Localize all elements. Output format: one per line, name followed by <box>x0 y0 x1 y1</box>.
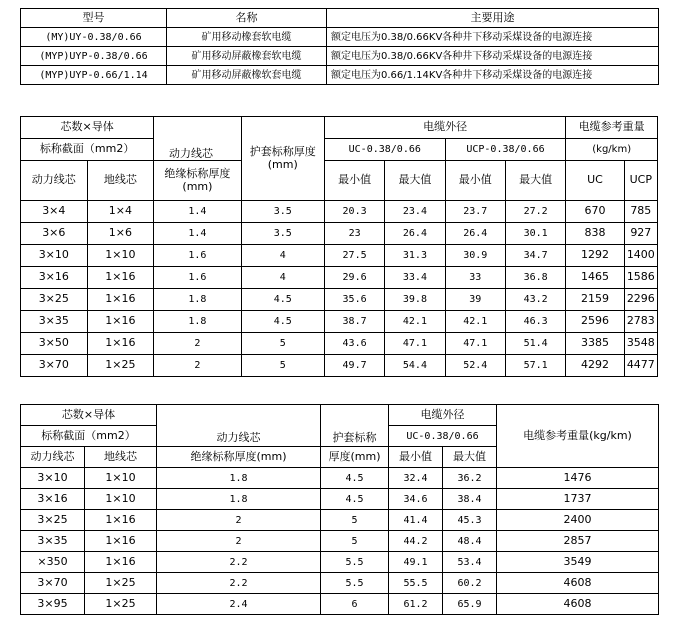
table-cell: 26.4 <box>385 223 445 245</box>
header-usage: 主要用途 <box>327 9 659 28</box>
table-cell: 3.5 <box>241 223 324 245</box>
table-row <box>21 201 658 223</box>
table-cell: 34.6 <box>389 489 443 510</box>
table-cell: 4 <box>241 267 324 289</box>
product-model-table <box>20 8 659 85</box>
model-cell: (MYP)UYP-0.66/1.14 <box>21 66 167 85</box>
table-cell: 3×10 <box>21 468 85 489</box>
header-ucp: UCP-0.38/0.66 <box>445 139 566 161</box>
model-cell: (MYP)UYP-0.38/0.66 <box>21 47 167 66</box>
table-cell: 30.1 <box>505 223 565 245</box>
header-max: 最大值 <box>443 447 497 468</box>
table-row <box>21 468 659 489</box>
table-cell: 51.4 <box>505 333 565 355</box>
header-outer-diameter: 电缆外径 <box>389 405 497 426</box>
table-cell: 31.3 <box>385 245 445 267</box>
table-cell: 55.5 <box>389 573 443 594</box>
table-row <box>21 510 659 531</box>
table-cell: 23 <box>324 223 384 245</box>
table-row <box>21 66 659 85</box>
table-cell: 61.2 <box>389 594 443 615</box>
table-cell: 3×35 <box>21 531 85 552</box>
table-cell: 4292 <box>566 355 624 377</box>
usage-cell: 额定电压为0.38/0.66KV各种井下移动采煤设备的电源连接 <box>327 28 659 47</box>
header-insulation <box>154 161 241 201</box>
table-cell: 1292 <box>566 245 624 267</box>
table-cell: 23.4 <box>385 201 445 223</box>
table-header-row <box>21 161 658 201</box>
header-uc: UC-0.38/0.66 <box>324 139 445 161</box>
table-cell: 1×16 <box>85 531 157 552</box>
table-cell: 1.4 <box>154 201 241 223</box>
header-weight: 电缆参考重量 <box>566 117 658 139</box>
header-sheath-unit: 厚度(mm) <box>321 447 389 468</box>
table-row <box>21 267 658 289</box>
table-cell: 3×25 <box>21 510 85 531</box>
table-cell: 1.8 <box>154 311 241 333</box>
header-cores: 芯数×导体 <box>21 405 157 426</box>
header-power: 动力线芯 <box>157 405 321 447</box>
header-max: 最大值 <box>505 161 565 201</box>
table-cell: 35.6 <box>324 289 384 311</box>
header-outer-diameter: 电缆外径 <box>324 117 565 139</box>
header-max: 最大值 <box>385 161 445 201</box>
table-cell: 1×4 <box>87 201 154 223</box>
table-cell: 1×10 <box>85 468 157 489</box>
table-cell: 5 <box>321 510 389 531</box>
table-cell: 3.5 <box>241 201 324 223</box>
table-cell: 3×4 <box>21 201 88 223</box>
table-cell: 1×16 <box>87 311 154 333</box>
header-ground-core: 地线芯 <box>85 447 157 468</box>
table-cell: 2400 <box>497 510 659 531</box>
table-cell: 2783 <box>624 311 657 333</box>
table-cell: 3385 <box>566 333 624 355</box>
table-cell: 1×16 <box>87 289 154 311</box>
table-header-row <box>21 405 659 426</box>
usage-cell: 额定电压为0.38/0.66KV各种井下移动采煤设备的电源连接 <box>327 47 659 66</box>
table-header-row <box>21 139 658 161</box>
table-cell: 38.7 <box>324 311 384 333</box>
table-cell: 1.8 <box>157 468 321 489</box>
table-cell: 29.6 <box>324 267 384 289</box>
table-cell: 3×35 <box>21 311 88 333</box>
table-cell: 33.4 <box>385 267 445 289</box>
table-cell: 3×25 <box>21 289 88 311</box>
table-cell: 26.4 <box>445 223 505 245</box>
table-cell: 1.6 <box>154 245 241 267</box>
table-cell: 3548 <box>624 333 657 355</box>
table-cell: 5 <box>241 333 324 355</box>
table-cell: 1×16 <box>85 552 157 573</box>
table-cell: 3×6 <box>21 223 88 245</box>
table-cell: 2.2 <box>157 573 321 594</box>
table-cell: 785 <box>624 201 657 223</box>
header-insulation-label: 绝缘标称厚度 <box>164 167 231 181</box>
table-cell: 3×16 <box>21 489 85 510</box>
table-cell: 4 <box>241 245 324 267</box>
table-row <box>21 289 658 311</box>
table-cell: 45.3 <box>443 510 497 531</box>
table-cell: 4.5 <box>321 489 389 510</box>
table-row <box>21 573 659 594</box>
header-power-core: 动力线芯 <box>21 447 85 468</box>
table-cell: 2596 <box>566 311 624 333</box>
header-weight-ucp: UCP <box>624 161 657 201</box>
table-cell: 52.4 <box>445 355 505 377</box>
table-cell: 4477 <box>624 355 657 377</box>
table-cell: 34.7 <box>505 245 565 267</box>
table-row <box>21 245 658 267</box>
table-row <box>21 355 658 377</box>
table-cell: 2.4 <box>157 594 321 615</box>
table-cell: 48.4 <box>443 531 497 552</box>
table-cell: 1400 <box>624 245 657 267</box>
table-cell: 49.1 <box>389 552 443 573</box>
table-cell: 42.1 <box>445 311 505 333</box>
table-row <box>21 552 659 573</box>
name-cell: 矿用移动屏蔽橡套软电缆 <box>167 47 327 66</box>
table-cell: 1737 <box>497 489 659 510</box>
table-cell: 36.2 <box>443 468 497 489</box>
table-cell: 838 <box>566 223 624 245</box>
model-cell: (MY)UY-0.38/0.66 <box>21 28 167 47</box>
table-cell: 1×16 <box>87 267 154 289</box>
header-insulation: 绝缘标称厚度(mm) <box>157 447 321 468</box>
header-min: 最小值 <box>389 447 443 468</box>
table-cell: 32.4 <box>389 468 443 489</box>
table-row <box>21 531 659 552</box>
table-cell: 3×50 <box>21 333 88 355</box>
table-header-row <box>21 9 659 28</box>
table-cell: 1465 <box>566 267 624 289</box>
table-cell: 57.1 <box>505 355 565 377</box>
table-cell: 36.8 <box>505 267 565 289</box>
header-weight: 电缆参考重量(kg/km) <box>497 405 659 468</box>
header-sheath-unit: (mm) <box>267 157 298 171</box>
table-cell: 60.2 <box>443 573 497 594</box>
power-core-header-overlay: 动力线芯 <box>169 147 213 160</box>
table-cell: 2 <box>154 355 241 377</box>
header-insulation-unit: (mm) <box>182 179 213 193</box>
table-cell: 1×25 <box>85 573 157 594</box>
table-cell: 23.7 <box>445 201 505 223</box>
header-uc: UC-0.38/0.66 <box>389 426 497 447</box>
table-cell: 1×10 <box>87 245 154 267</box>
table-cell: 2 <box>157 510 321 531</box>
table-cell: 54.4 <box>385 355 445 377</box>
table-header-row <box>21 117 658 139</box>
table-cell: 27.5 <box>324 245 384 267</box>
header-sheath <box>241 117 324 201</box>
table-cell: 3×10 <box>21 245 88 267</box>
header-min: 最小值 <box>324 161 384 201</box>
table-cell: ×350 <box>21 552 85 573</box>
table-cell: 1586 <box>624 267 657 289</box>
table-cell: 39.8 <box>385 289 445 311</box>
table-row <box>21 333 658 355</box>
header-sheath-label: 护套标称厚度 <box>249 145 316 159</box>
table-cell: 4608 <box>497 594 659 615</box>
table-cell: 4608 <box>497 573 659 594</box>
table-cell: 5.5 <box>321 573 389 594</box>
table-cell: 1×16 <box>87 333 154 355</box>
table-cell: 4.5 <box>241 311 324 333</box>
table-cell: 27.2 <box>505 201 565 223</box>
uc-spec-table <box>20 404 659 615</box>
table-cell: 3×95 <box>21 594 85 615</box>
table-cell: 5 <box>321 531 389 552</box>
header-ground-core: 地线芯 <box>87 161 154 201</box>
table-cell: 2296 <box>624 289 657 311</box>
table-cell: 670 <box>566 201 624 223</box>
table-row <box>21 28 659 47</box>
table-cell: 3×70 <box>21 355 88 377</box>
usage-cell: 额定电压为0.66/1.14KV各种井下移动采煤设备的电源连接 <box>327 66 659 85</box>
table-cell: 30.9 <box>445 245 505 267</box>
header-sheath: 护套标称 <box>321 405 389 447</box>
table-cell: 46.3 <box>505 311 565 333</box>
table-cell: 927 <box>624 223 657 245</box>
table-cell: 1.6 <box>154 267 241 289</box>
table-cell: 41.4 <box>389 510 443 531</box>
table-row <box>21 223 658 245</box>
table-row <box>21 47 659 66</box>
table-row <box>21 489 659 510</box>
table-cell: 47.1 <box>445 333 505 355</box>
table-cell: 5 <box>241 355 324 377</box>
table-cell: 43.6 <box>324 333 384 355</box>
uc-ucp-spec-table <box>20 116 658 377</box>
header-section: 标称截面（mm2） <box>21 139 154 161</box>
table-cell: 53.4 <box>443 552 497 573</box>
table-cell: 1×10 <box>85 489 157 510</box>
table-cell: 1.4 <box>154 223 241 245</box>
table-cell: 2857 <box>497 531 659 552</box>
table-cell: 6 <box>321 594 389 615</box>
table-cell: 1×16 <box>85 510 157 531</box>
table-cell: 4.5 <box>321 468 389 489</box>
table-cell: 1.8 <box>157 489 321 510</box>
table-row <box>21 311 658 333</box>
table-cell: 3549 <box>497 552 659 573</box>
table-cell: 2 <box>157 531 321 552</box>
table-cell: 39 <box>445 289 505 311</box>
table-cell: 65.9 <box>443 594 497 615</box>
table-cell: 44.2 <box>389 531 443 552</box>
table-cell: 43.2 <box>505 289 565 311</box>
table-cell: 1×6 <box>87 223 154 245</box>
header-weight-unit: (kg/km) <box>566 139 658 161</box>
table-cell: 49.7 <box>324 355 384 377</box>
table-cell: 2 <box>154 333 241 355</box>
header-section: 标称截面（mm2） <box>21 426 157 447</box>
header-min: 最小值 <box>445 161 505 201</box>
name-cell: 矿用移动屏蔽橡软套电缆 <box>167 66 327 85</box>
table-cell: 5.5 <box>321 552 389 573</box>
table-cell: 1×25 <box>85 594 157 615</box>
name-cell: 矿用移动橡套软电缆 <box>167 28 327 47</box>
table-cell: 42.1 <box>385 311 445 333</box>
table-cell: 2159 <box>566 289 624 311</box>
header-weight-uc: UC <box>566 161 624 201</box>
header-name: 名称 <box>167 9 327 28</box>
table-cell: 38.4 <box>443 489 497 510</box>
table-cell: 1476 <box>497 468 659 489</box>
header-cores: 芯数×导体 <box>21 117 154 139</box>
table-cell: 20.3 <box>324 201 384 223</box>
table-cell: 2.2 <box>157 552 321 573</box>
header-model: 型号 <box>21 9 167 28</box>
header-power-core: 动力线芯 <box>21 161 88 201</box>
table-cell: 33 <box>445 267 505 289</box>
table-row <box>21 594 659 615</box>
table-cell: 47.1 <box>385 333 445 355</box>
table-cell: 3×70 <box>21 573 85 594</box>
table-cell: 1×25 <box>87 355 154 377</box>
table-cell: 4.5 <box>241 289 324 311</box>
table-cell: 1.8 <box>154 289 241 311</box>
table-cell: 3×16 <box>21 267 88 289</box>
